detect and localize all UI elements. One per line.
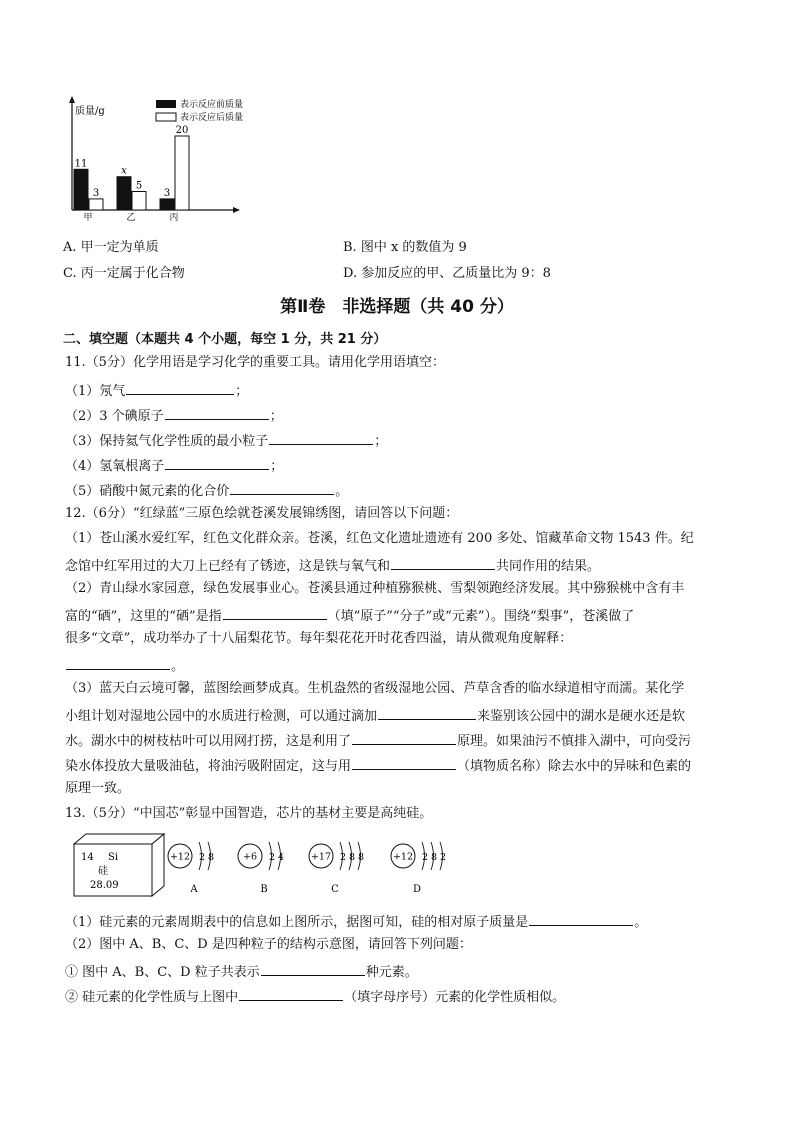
answer-blank [66,655,170,670]
shell-electron-count: 2 [339,852,347,863]
particle-label: B [260,884,268,895]
bar-甲-after [89,199,103,210]
q12-p1b: 念馆中红军用过的大刀上已经有了锈迹，这是铁与氧气和 共同作用的结果。 [65,555,600,576]
nucleus-charge: +17 [310,851,332,863]
particle-B [238,842,284,895]
particle-D [391,842,446,895]
y-axis-arrow [69,96,75,103]
option-d: D. 参加反应的甲、乙质量比为 9：8 [343,266,551,281]
q13-s1: （1）硅元素的元素周期表中的信息如上图所示，据图可知，硅的相对原子质量是 。 [65,911,647,932]
option-c: C. 丙一定属于化合物 [63,266,185,281]
y-axis-label: 质量/g [75,106,105,117]
shell-electron-count: 8 [207,852,215,863]
particle-C [309,842,364,895]
nucleus-charge: +12 [169,851,191,863]
q12-stem: 12.（6分）“红绿蓝”三原色绘就苍溪发展锦绣图，请回答以下问题： [65,506,459,521]
atomic-number: 14 [81,852,94,863]
q12-p1a: （1）苍山溪水爱红军，红色文化群众亲。苍溪，红色文化遗址遗迹有 200 多处、馆藏革命文物 1543 件。纪 [65,531,694,546]
bar-label: 11 [74,158,88,170]
periodic-table-cell [68,830,168,898]
element-name: 硅 [98,866,108,877]
q12-p2a: （2）青山绿水家园意，绿色发展事业心。苍溪县通过种植猕猴桃、雪梨领跑经济发展。其中猕猴桃中含有丰 [65,581,685,596]
option-a: A. 甲一定为单质 [63,240,159,255]
particle-label: C [331,884,339,895]
category-label: 甲 [83,213,93,223]
bar-label: 20 [175,125,189,136]
shell-electron-count: 4 [277,852,285,863]
answer-blank [261,961,365,976]
q12-p3e: 原理一致。 [65,781,131,796]
q11-item-4: （4）氢氧根离子 ； [65,455,283,476]
shell-electron-count: 8 [430,852,438,863]
particle-label: A [190,884,198,895]
bar-label: 3 [163,187,171,199]
answer-blank [239,986,343,1001]
shell-electron-count: 2 [268,852,276,863]
answer-blank [269,430,373,445]
q12-p3c: 水。湖水中的树枝枯叶可以用网打捞，这是利用了 原理。如果油污不慎排入湖中，可向受污 [65,730,691,751]
q11-item-5: （5）硝酸中氮元素的化合价 。 [65,480,348,501]
q11-stem: 11.（5分）化学用语是学习化学的重要工具。请用化学用语填空： [65,355,445,370]
legend-swatch-after [156,113,176,121]
mass-bar-chart [60,92,250,224]
q13-s2a: ① 图中 A、B、C、D 粒子共表示 种元素。 [65,961,418,982]
answer-blank [126,380,234,395]
bar-乙-after [132,192,146,211]
answer-blank [378,705,476,720]
shell-electron-count: 8 [357,852,365,863]
bar-乙-before [117,177,131,210]
answer-blank [165,455,269,470]
answer-blank [352,755,456,770]
atomic-mass: 28.09 [90,880,119,891]
bar-label: x [121,165,127,177]
q12-p3a: （3）蓝天白云境可馨，蓝图绘画梦成真。生机盎然的省级湿地公园、芦草含香的临水绿道相守而濡。某化学 [65,681,685,696]
nucleus-charge: +6 [242,851,258,863]
q11-item-3: （3）保持氦气化学性质的最小粒子 ； [65,430,387,451]
bar-丙-after [175,136,189,210]
answer-blank [529,911,633,926]
legend-swatch-before [156,100,176,108]
section-title: 第Ⅱ卷 非选择题（共 40 分） [280,297,514,317]
q11-item-1: （1）氖气 ； [65,380,248,401]
category-label: 丙 [169,213,179,223]
particle-label: D [412,884,422,895]
q11-item-2: （2）3 个碘原子 ； [65,405,283,426]
answer-blank [230,480,334,495]
legend-label-before: 表示反应前质量 [180,100,244,110]
q12-p3d: 染水体投放大量吸油毡，将油污吸附固定，这与用 （填物质名称）除去水中的异味和色素的 [65,755,691,776]
q12-p2b: 富的“硒”，这里的“硒”是指 （填“原子”“分子”或“元素”）。围绕“梨事”，苍溪做了 [65,605,634,626]
q13-s2b: ② 硅元素的化学性质与上图中 （填字母序号）元素的化学性质相似。 [65,986,565,1007]
shell-electron-count: 8 [348,852,356,863]
legend-label-after: 表示反应后质量 [180,113,244,123]
bar-label: 5 [135,180,143,192]
q12-p2d: 。 [65,655,184,676]
category-label: 乙 [126,213,136,223]
answer-blank [391,555,495,570]
shell-electron-count: 2 [421,852,429,863]
q13-stem: 13.（5分）“中国芯”彰显中国智造，芯片的基材主要是高纯硅。 [65,806,433,821]
option-b: B. 图中 x 的数值为 9 [343,240,467,255]
shell-electron-count: 2 [439,852,447,863]
element-symbol: Si [108,852,119,863]
answer-blank [165,405,269,420]
shell-electron-count: 2 [198,852,206,863]
bar-丙-before [160,199,174,210]
part-heading: 二、填空题（本题共 4 个小题，每空 1 分，共 21 分） [63,332,387,347]
x-axis-arrow [233,207,240,213]
bar-label: 3 [92,187,100,199]
q13-s2: （2）图中 A、B、C、D 是四种粒子的结构示意图，请回答下列问题： [65,937,472,952]
particle-A [168,842,214,895]
q12-p3b: 小组计划对湿地公园中的水质进行检测，可以通过滴加 来鉴别该公园中的湖水是硬水还是软 [65,705,685,726]
bar-甲-before [74,169,88,210]
answer-blank [223,605,327,620]
particle-diagrams [160,826,480,898]
q12-p2c: 很多“文章”，成功举办了十八届梨花节。每年梨花花开时花香四溢，请从微观角度解释： [65,631,573,646]
answer-blank [352,730,456,745]
nucleus-charge: +12 [392,851,414,863]
